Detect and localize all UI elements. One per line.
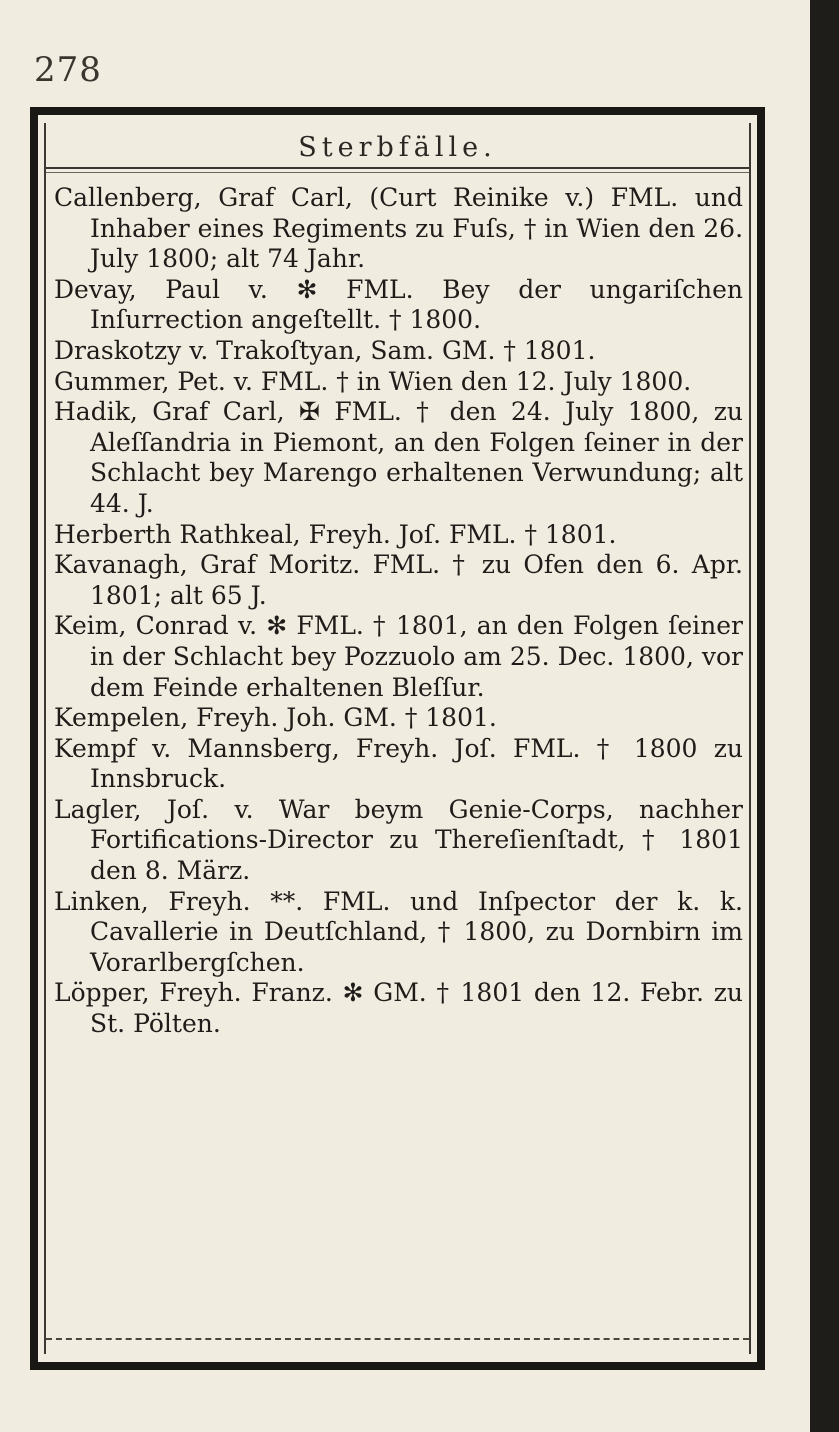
entry-draskotzy: Draskotzy v. Trakoſtyan, Sam. GM. † 1801. bbox=[54, 335, 596, 365]
obituary-frame bbox=[30, 107, 765, 1370]
entry-linken: Linken, Freyh. **. FML. und Inſpector der k. k. Cavallerie in Deutſchland, † 1800, zu Dornbirn im Vorarlbergſchen. bbox=[54, 886, 743, 977]
entry-gummer: Gummer, Pet. v. FML. † in Wien den 12. July 1800. bbox=[54, 366, 692, 396]
page-number: 278 bbox=[34, 50, 102, 90]
section-title: Sterbfälle. bbox=[298, 132, 497, 163]
entry-list bbox=[46, 183, 749, 1040]
entry-devay: Devay, Paul v. ✻ FML. Bey der ungariſchen Inſurrection angeſtellt. † 1800. bbox=[54, 274, 743, 335]
entry-hadik: Hadik, Graf Carl, ✠ FML. † den 24. July 1800, zu Aleſſandria in Piemont, an den Folgen ſeiner in der Schlacht bey Marengo erhaltenen Verwundung; alt 44. J. bbox=[54, 397, 743, 518]
entry-kempelen: Kempelen, Freyh. Joh. GM. † 1801. bbox=[54, 703, 497, 733]
heading-rule bbox=[46, 167, 749, 173]
entry-lagler: Lagler, Joſ. v. War beym Genie-Corps, nachher Fortifications-Director zu Thereſienſtadt, † 1801 den 8. März. bbox=[54, 794, 743, 886]
entry-callenberg: Callenberg, Graf Carl, (Curt Reinike v.) FML. und Inhaber eines Regiments zu Fuſs, † in Wien den 26. July 1800; alt 74 Jahr. bbox=[54, 183, 744, 274]
entry-loepper: Löpper, Freyh. Franz. ✻ GM. † 1801 den 12. Febr. zu St. Pölten. bbox=[54, 978, 743, 1039]
frame-inner bbox=[44, 123, 751, 1354]
scan-edge bbox=[810, 0, 839, 1432]
entry-herberth: Herberth Rathkeal, Freyh. Joſ. FML. † 1801. bbox=[54, 519, 617, 549]
entry-kempf: Kempf v. Mannsberg, Freyh. Joſ. FML. † 1800 zu Innsbruck. bbox=[54, 733, 743, 794]
entry-kavanagh: Kavanagh, Graf Moritz. FML. † zu Ofen den 6. Apr. 1801; alt 65 J. bbox=[54, 550, 743, 610]
entry-keim: Keim, Conrad v. ✻ FML. † 1801, an den Folgen ſeiner in der Schlacht bey Pozzuolo am 25. Dec. 1800, vor dem Feinde erhaltenen Bleſſur. bbox=[54, 611, 743, 702]
bottom-rule bbox=[46, 1338, 749, 1340]
